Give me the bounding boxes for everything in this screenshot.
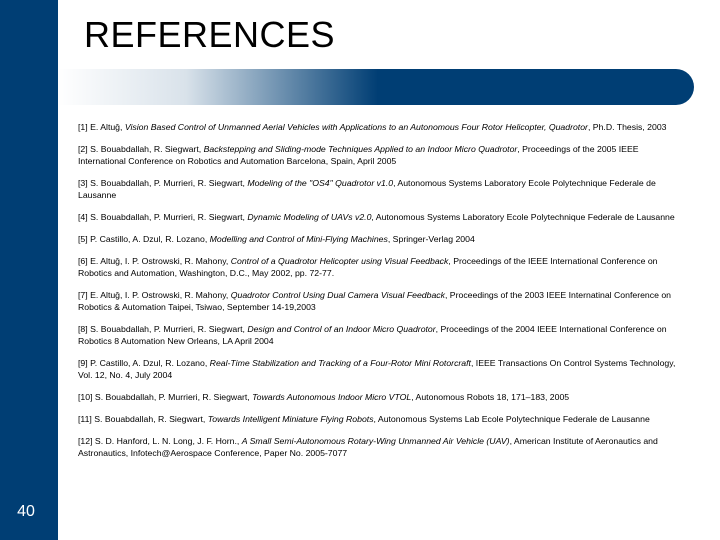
reference-item (78, 233, 683, 245)
reference-item (78, 211, 683, 223)
reference-title: Real-Time Stabilization and Tracking of a Four-Rotor Mini Rotorcraft (209, 358, 471, 368)
reference-source: , Autonomous Robots 18, 171–183, 2005 (411, 392, 570, 402)
reference-source: , Springer-Verlag 2004 (387, 234, 475, 244)
reference-title: Dynamic Modeling of UAVs v2.0 (247, 212, 372, 222)
reference-authors: [4] S. Bouabdallah, P. Murrieri, R. Siegwart, (78, 212, 248, 222)
left-sidebar-bar (0, 0, 58, 540)
reference-source: , Autonomous Systems Lab Ecole Polytechnique Federale de Lausanne (373, 414, 650, 424)
reference-source: , Ph.D. Thesis, 2003 (587, 122, 667, 132)
page-title: REFERENCES (84, 14, 336, 55)
reference-authors: [9] P. Castillo, A. Dzul, R. Lozano, (78, 358, 210, 368)
reference-title: Modelling and Control of Mini-Flying Machines (209, 234, 388, 244)
reference-item (78, 289, 683, 313)
reference-title: Modeling of the "OS4" Quadrotor v1.0 (247, 178, 394, 188)
reference-authors: [3] S. Bouabdallah, P. Murrieri, R. Siegwart, (78, 178, 248, 188)
reference-authors: [5] P. Castillo, A. Dzul, R. Lozano, (78, 234, 210, 244)
reference-title: Quadrotor Control Using Dual Camera Visual Feedback (230, 290, 445, 300)
reference-title: Towards Autonomous Indoor Micro VTOL (252, 392, 412, 402)
reference-authors: [11] S. Bouabdallah, R. Siegwart, (78, 414, 208, 424)
reference-authors: [6] E. Altuğ, I. P. Ostrowski, R. Mahony, (78, 256, 231, 266)
reference-item (78, 121, 683, 133)
reference-source: , American Institute of Aeronautics and Astronautics, Infotech@Aerospace Conference, Paper No. 2005-7077 (78, 436, 658, 458)
reference-title: Control of a Quadrotor Helicopter using Visual Feedback (230, 256, 449, 266)
slide-number: 40 (17, 503, 35, 520)
reference-source: , Proceedings of the IEEE International Conference on Robotics and Automation, Washington, D.C., May 2002, pp. 72-77. (78, 256, 658, 278)
reference-title: Design and Control of an Indoor Micro Quadrotor (247, 324, 436, 334)
reference-source: , Proceedings of the 2003 IEEE Internatinal Conference on Robotics & Automation Taipei, Tsiwao, September 14-19,2003 (78, 290, 672, 312)
reference-authors: [12] S. D. Hanford, L. N. Long, J. F. Horn., (78, 436, 242, 446)
reference-item (78, 323, 683, 347)
reference-source: , Proceedings of the 2005 IEEE International Conference on Robotics and Automation Barcelona, Spain, April 2005 (78, 144, 639, 166)
reference-list (78, 121, 683, 469)
reference-source: , Proceedings of the 2004 IEEE International Conference on Robotics 8 Automation New Orleans, LA April 2004 (78, 324, 667, 346)
reference-item (78, 255, 683, 279)
reference-authors: [10] S. Bouabdallah, P. Murrieri, R. Siegwart, (78, 392, 253, 402)
reference-item (78, 177, 683, 201)
title-accent-fade (58, 69, 378, 105)
reference-source: , IEEE Transactions On Control Systems Technology, Vol. 12, No. 4, July 2004 (78, 358, 676, 380)
reference-title: Vision Based Control of Unmanned Aerial Vehicles with Applications to an Autonomous Four Rotor Helicopter, Quadrotor (124, 122, 588, 132)
reference-item (78, 357, 683, 381)
reference-source: , Autonomous Systems Laboratory Ecole Polytechnique Federale de Lausanne (78, 178, 656, 200)
reference-title: A Small Semi-Autonomous Rotary-Wing Unmanned Air Vehicle (UAV) (241, 436, 510, 446)
reference-authors: [1] E. Altuğ, (78, 122, 125, 132)
reference-authors: [8] S. Bouabdallah, P. Murrieri, R. Siegwart, (78, 324, 248, 334)
reference-authors: [7] E. Altuğ, I. P. Ostrowski, R. Mahony, (78, 290, 231, 300)
reference-item (78, 413, 683, 425)
reference-item (78, 143, 683, 167)
reference-title: Backstepping and Sliding-mode Techniques Applied to an Indoor Micro Quadrotor (203, 144, 518, 154)
reference-authors: [2] S. Bouabdallah, R. Siegwart, (78, 144, 204, 154)
reference-title: Towards Intelligent Miniature Flying Robots (207, 414, 374, 424)
reference-source: , Autonomous Systems Laboratory Ecole Polytechnique Federale de Lausanne (371, 212, 675, 222)
reference-item (78, 435, 683, 459)
reference-item (78, 391, 683, 403)
